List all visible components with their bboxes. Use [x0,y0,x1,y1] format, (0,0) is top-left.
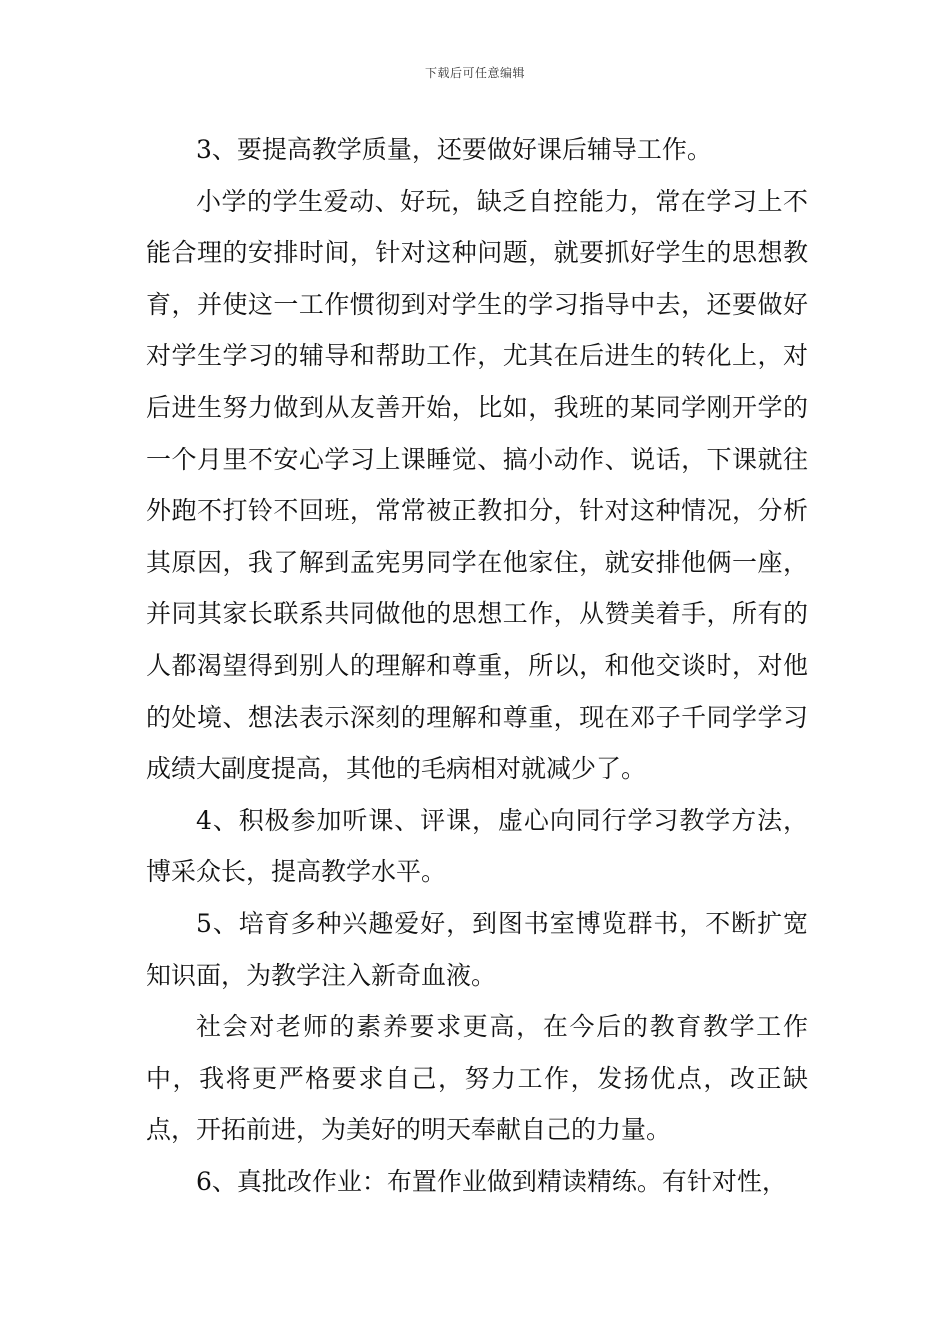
paragraph-student-guidance: 小学的学生爱动、好玩，缺乏自控能力，常在学习上不能合理的安排时间，针对这种问题，就要抓好学生的思想教育，并使这一工作惯彻到对学生的学习指导中去，还要做好对学生学习的辅导和帮助工作，尤其在后进生的转化上，对后进生努力做到从友善开始，比如，我班的某同学刚开学的一个月里不安心学习上课睡觉、搞小动作、说话，下课就往外跑不打铃不回班，常常被正教扣分，针对这种情况，分析其原因，我了解到孟宪男同学在他家住，就安排他俩一座，并同其家长联系共同做他的思想工作，从赞美着手，所有的人都渴望得到别人的理解和尊重，所以，和他交谈时，对他的处境、想法表示深刻的理解和尊重，现在邓子千同学学习成绩大副度提高，其他的毛病相对就减少了。 [146,186,808,784]
paragraph-item-4-lessons: 4、积极参加听课、评课，虚心向同行学习教学方法，博采众长，提高教学水平。 [146,805,808,887]
paragraph-item-3-tutoring: 3、要提高教学质量，还要做好课后辅导工作。 [196,135,712,164]
paragraph-item-5-interests: 5、培育多种兴趣爱好，到图书室博览群书，不断扩宽知识面，为教学注入新奇血液。 [146,908,808,990]
paragraph-conclusion: 社会对老师的素养要求更高，在今后的教育教学工作中，我将更严格要求自己，努力工作，发扬优点，改正缺点，开拓前进，为美好的明天奉献自己的力量。 [146,1012,808,1145]
page-header-note: 下载后可任意编辑 [424,66,525,80]
paragraph-item-6-homework: 6、真批改作业：布置作业做到精读精练。有针对性， [196,1166,787,1196]
document-body [146,124,808,1207]
